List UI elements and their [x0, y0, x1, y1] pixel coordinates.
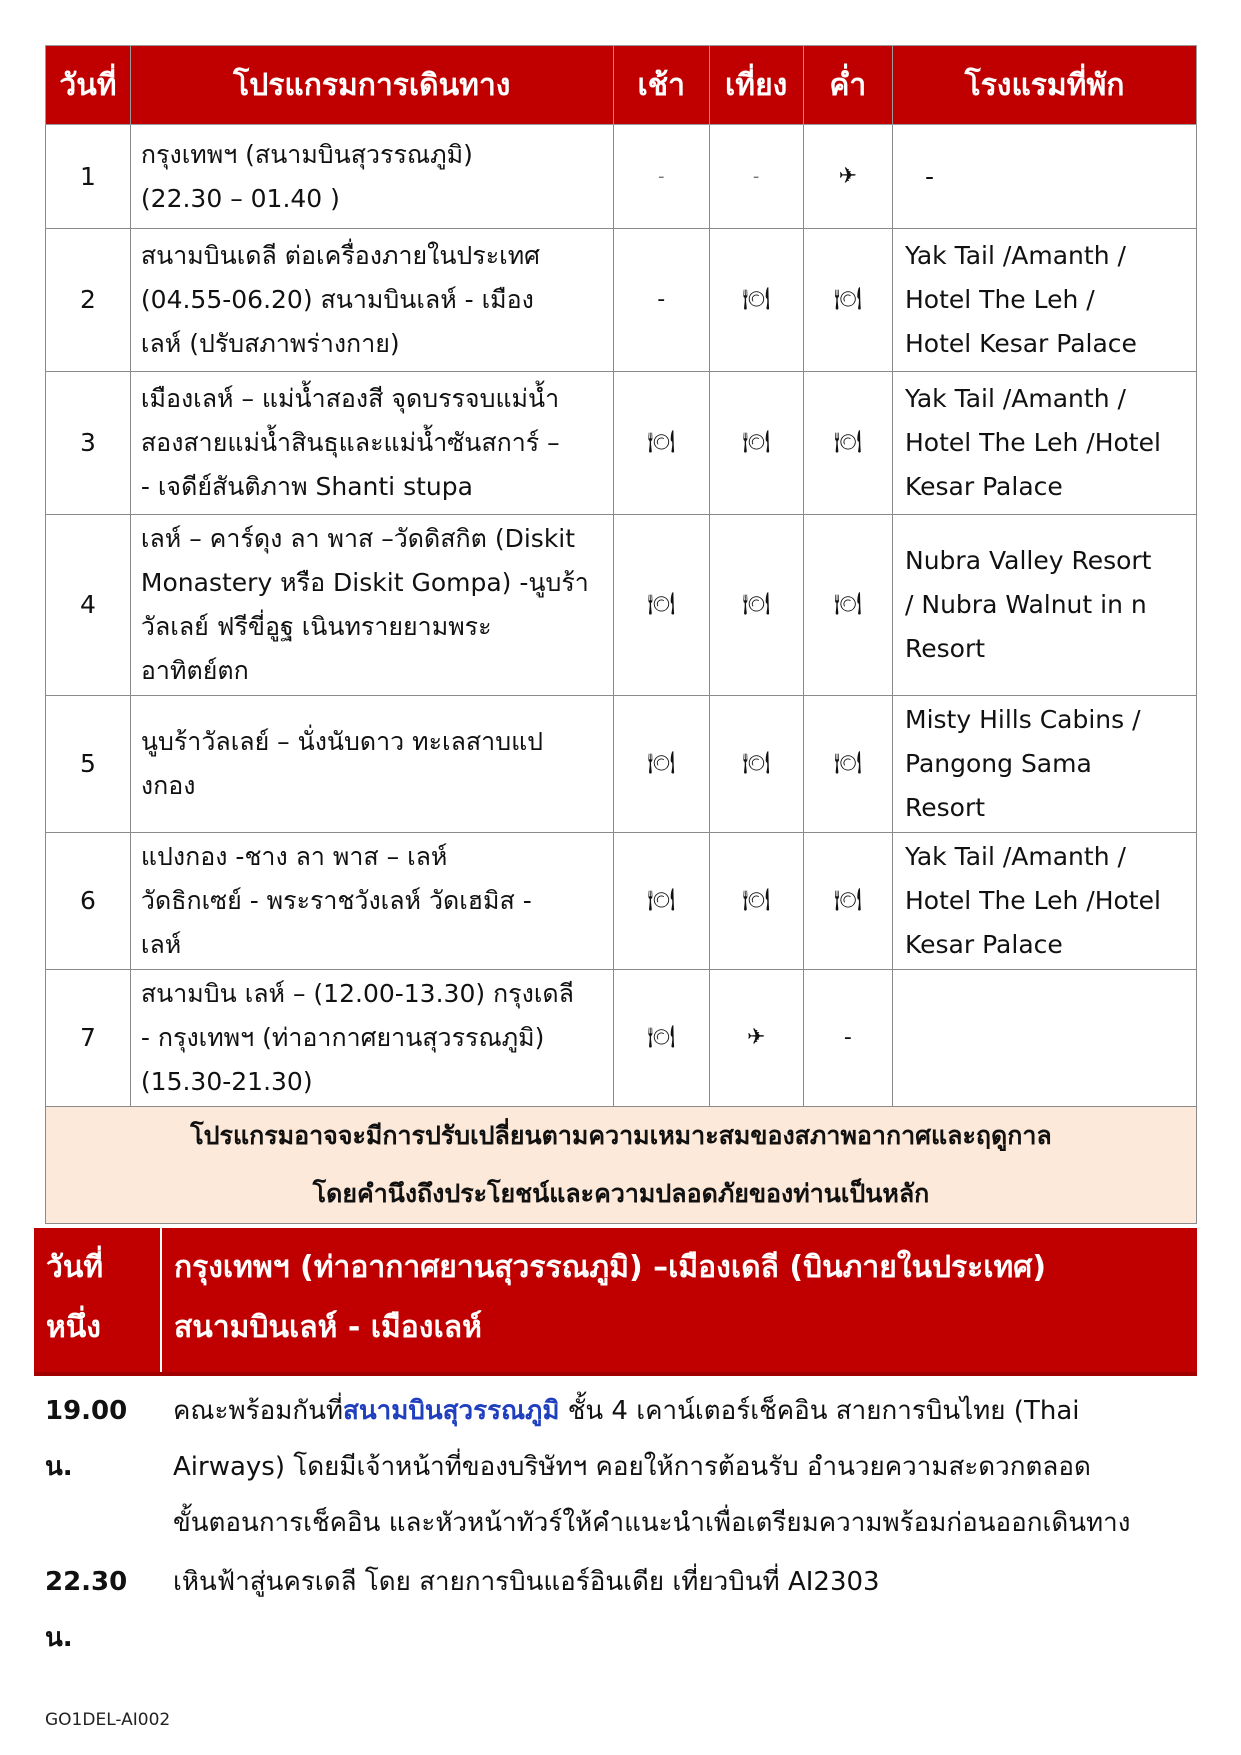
schedule-line-text: ชั้น 4 เคาน์เตอร์เช็คอิน สายการบินไทย (Thai — [559, 1396, 1080, 1426]
day-number: 1 — [46, 125, 131, 229]
schedule-note — [46, 1107, 1197, 1224]
meal-icon: 🍽 — [742, 888, 771, 913]
hotel-line: Hotel The Leh / — [905, 285, 1095, 314]
table-header-row — [46, 46, 1197, 125]
header-lunch: เที่ยง — [709, 46, 803, 125]
program-line: เมืองเลห์ – แม่น้ำสองสี จุดบรรจบแม่น้ำ — [140, 384, 560, 413]
meal-lunch-cell — [709, 515, 803, 696]
program-line: วัลเลย์ ฟรีขี่อูฐ เนินทรายยามพระ — [140, 612, 492, 641]
meal-lunch-cell — [709, 125, 803, 229]
meal-breakfast-cell — [613, 833, 709, 970]
program-line: - เจดีย์สันติภาพ Shanti stupa — [140, 472, 473, 501]
meal-lunch-cell — [709, 833, 803, 970]
note-row — [46, 1107, 1197, 1224]
hotel-line: Hotel Kesar Palace — [905, 329, 1137, 358]
note-line: โปรแกรมอาจจะมีการปรับเปลี่ยนตามความเหมาะสมของสภาพอากาศและฤดูกาล — [190, 1121, 1052, 1150]
program-cell — [130, 833, 613, 970]
hotel-cell — [893, 372, 1197, 515]
hotel-cell — [893, 515, 1197, 696]
meal-icon: 🍽 — [833, 592, 862, 617]
hotel-cell — [893, 229, 1197, 372]
hotel-cell — [893, 696, 1197, 833]
program-line: สนามบินเดลี ต่อเครื่องภายในประเทศ — [140, 241, 541, 270]
program-line: สนามบิน เลห์ – (12.00-13.30) กรุงเดลี — [140, 979, 574, 1008]
hotel-cell — [893, 833, 1197, 970]
hotel-line: Misty Hills Cabins / — [905, 705, 1141, 734]
day-one-label-line: วันที่ — [46, 1250, 104, 1285]
meal-dinner-cell — [803, 970, 892, 1107]
meal-icon: 🍽 — [647, 888, 676, 913]
no-meal-dash: - — [657, 166, 665, 187]
itinerary-row — [46, 229, 1197, 372]
itinerary-row — [46, 833, 1197, 970]
program-line: อาทิตย์ตก — [140, 656, 249, 685]
day-one-title-line: กรุงเทพฯ (ท่าอากาศยานสุวรรณภูมิ) –เมืองเดลี (บินภายในประเทศ) — [174, 1250, 1047, 1285]
program-line: งกอง — [140, 771, 196, 800]
meal-icon: 🍽 — [647, 751, 676, 776]
meal-icon: 🍽 — [647, 592, 676, 617]
program-cell — [130, 229, 613, 372]
schedule-item — [45, 1554, 1197, 1653]
program-line: สองสายแม่น้ำสินธุและแม่น้ำซันสการ์ – — [140, 428, 560, 457]
airplane-icon: ✈ — [746, 1025, 766, 1050]
hotel-line: Yak Tail /Amanth / — [905, 384, 1126, 413]
hotel-line: Hotel The Leh /Hotel — [905, 428, 1161, 457]
header-hotel: โรงแรมที่พัก — [893, 46, 1197, 125]
hotel-line: Kesar Palace — [905, 930, 1063, 959]
program-cell — [130, 696, 613, 833]
meal-icon: 🍽 — [647, 1025, 676, 1050]
hotel-line: Kesar Palace — [905, 472, 1063, 501]
hotel-line: Yak Tail /Amanth / — [905, 241, 1126, 270]
hotel-line: - — [925, 161, 935, 191]
schedule-line: ขั้นตอนการเช็คอิน และหัวหน้าทัวร์ให้คำแนะนำเพื่อเตรียมความพร้อมก่อนออกเดินทาง — [173, 1508, 1131, 1538]
itinerary-row — [46, 372, 1197, 515]
meal-dinner-cell — [803, 515, 892, 696]
no-meal-dash: - — [752, 166, 760, 187]
day-one-label-line: หนึ่ง — [46, 1310, 101, 1345]
meal-dinner-cell — [803, 833, 892, 970]
day-one-title — [174, 1238, 1189, 1358]
meal-breakfast-cell — [613, 515, 709, 696]
meal-breakfast-cell — [613, 372, 709, 515]
hotel-line: Hotel The Leh /Hotel — [905, 886, 1161, 915]
airplane-icon: ✈ — [838, 163, 858, 189]
no-meal-dash: - — [843, 1025, 852, 1050]
meal-dinner-cell — [803, 125, 892, 229]
header-program: โปรแกรมการเดินทาง — [130, 46, 613, 125]
meal-dinner-cell — [803, 229, 892, 372]
no-meal-dash: - — [657, 287, 666, 312]
program-line: นูบร้าวัลเลย์ – นั่งนับดาว ทะเลสาบแป — [140, 727, 544, 756]
program-line: แปงกอง -ชาง ลา พาส – เลห์ — [140, 842, 448, 871]
schedule-prefix: คณะพร้อมกันที่ — [173, 1396, 343, 1426]
hotel-cell — [893, 970, 1197, 1107]
meal-icon: 🍽 — [833, 430, 862, 455]
meal-icon: 🍽 — [833, 751, 862, 776]
program-line: - กรุงเทพฯ (ท่าอากาศยานสุวรรณภูมิ) — [140, 1023, 545, 1052]
meal-dinner-cell — [803, 696, 892, 833]
schedule-line: เหินฟ้าสู่นครเดลี โดย สายการบินแอร์อินเดีย เที่ยวบินที่ AI2303 — [173, 1567, 880, 1597]
airport-highlight: สนามบินสุวรรณภูมิ — [343, 1396, 560, 1426]
meal-icon: 🍽 — [647, 430, 676, 455]
header-dinner: ค่ำ — [803, 46, 892, 125]
band-divider — [160, 1228, 162, 1372]
itinerary-row — [46, 970, 1197, 1107]
meal-lunch-cell — [709, 229, 803, 372]
program-line: (22.30 – 01.40 ) — [140, 183, 340, 213]
itinerary-row — [46, 696, 1197, 833]
program-line: เลห์ – คาร์ดุง ลา พาส –วัดดิสกิต (Diskit — [140, 524, 576, 553]
program-line: วัดธิกเซย์ - พระราชวังเลห์ วัดเฮมิส - — [140, 886, 532, 915]
header-breakfast: เช้า — [613, 46, 709, 125]
meal-icon: 🍽 — [742, 751, 771, 776]
meal-breakfast-cell — [613, 125, 709, 229]
meal-dinner-cell — [803, 372, 892, 515]
hotel-line: Pangong Sama — [905, 749, 1092, 778]
schedule-time: 22.30 น. — [45, 1567, 128, 1653]
hotel-cell — [893, 125, 1197, 229]
itinerary-row — [46, 125, 1197, 229]
meal-icon: 🍽 — [742, 430, 771, 455]
day-number: 6 — [46, 833, 131, 970]
schedule-line — [173, 1383, 1197, 1439]
program-line: (04.55-06.20) สนามบินเลห์ - เมือง — [140, 285, 534, 314]
meal-icon: 🍽 — [742, 287, 771, 312]
schedule-item — [45, 1383, 1197, 1553]
program-cell — [130, 515, 613, 696]
program-line: (15.30-21.30) — [140, 1067, 313, 1096]
day-number: 2 — [46, 229, 131, 372]
meal-icon: 🍽 — [833, 888, 862, 913]
program-cell — [130, 125, 613, 229]
program-line: เลห์ — [140, 930, 182, 959]
program-cell — [130, 372, 613, 515]
meal-breakfast-cell — [613, 696, 709, 833]
schedule-line: Airways) โดยมีเจ้าหน้าที่ของบริษัทฯ คอยให้การต้อนรับ อำนวยความสะดวกตลอด — [173, 1452, 1091, 1482]
itinerary-row — [46, 515, 1197, 696]
hotel-line: / Nubra Walnut in n — [905, 590, 1147, 619]
day-one-header — [34, 1228, 1197, 1376]
document-code: GO1DEL-AI002 — [45, 1710, 171, 1730]
itinerary-table — [45, 45, 1197, 1224]
program-line: กรุงเทพฯ (สนามบินสุวรรณภูมิ) — [140, 139, 473, 169]
meal-icon: 🍽 — [742, 592, 771, 617]
meal-lunch-cell — [709, 970, 803, 1107]
program-line: Monastery หรือ Diskit Gompa) -นูบร้า — [140, 568, 589, 597]
schedule-description — [173, 1383, 1197, 1551]
meal-lunch-cell — [709, 372, 803, 515]
hotel-line: Nubra Valley Resort — [905, 546, 1152, 575]
hotel-line: Yak Tail /Amanth / — [905, 842, 1126, 871]
meal-lunch-cell — [709, 696, 803, 833]
day-number: 5 — [46, 696, 131, 833]
day-number: 3 — [46, 372, 131, 515]
note-line: โดยคำนึงถึงประโยชน์และความปลอดภัยของท่านเป็นหลัก — [312, 1179, 930, 1208]
day-number: 4 — [46, 515, 131, 696]
hotel-line: Resort — [905, 793, 986, 822]
program-cell — [130, 970, 613, 1107]
day-one-label — [46, 1238, 156, 1358]
schedule-description — [173, 1554, 1197, 1610]
day-number: 7 — [46, 970, 131, 1107]
meal-icon: 🍽 — [833, 287, 862, 312]
day-one-title-line: สนามบินเลห์ - เมืองเลห์ — [174, 1310, 482, 1345]
meal-breakfast-cell — [613, 970, 709, 1107]
header-day: วันที่ — [46, 46, 131, 125]
program-line: เลห์ (ปรับสภาพร่างกาย) — [140, 329, 400, 358]
hotel-line: Resort — [905, 634, 986, 663]
schedule-time: 19.00 น. — [45, 1396, 128, 1482]
meal-breakfast-cell — [613, 229, 709, 372]
